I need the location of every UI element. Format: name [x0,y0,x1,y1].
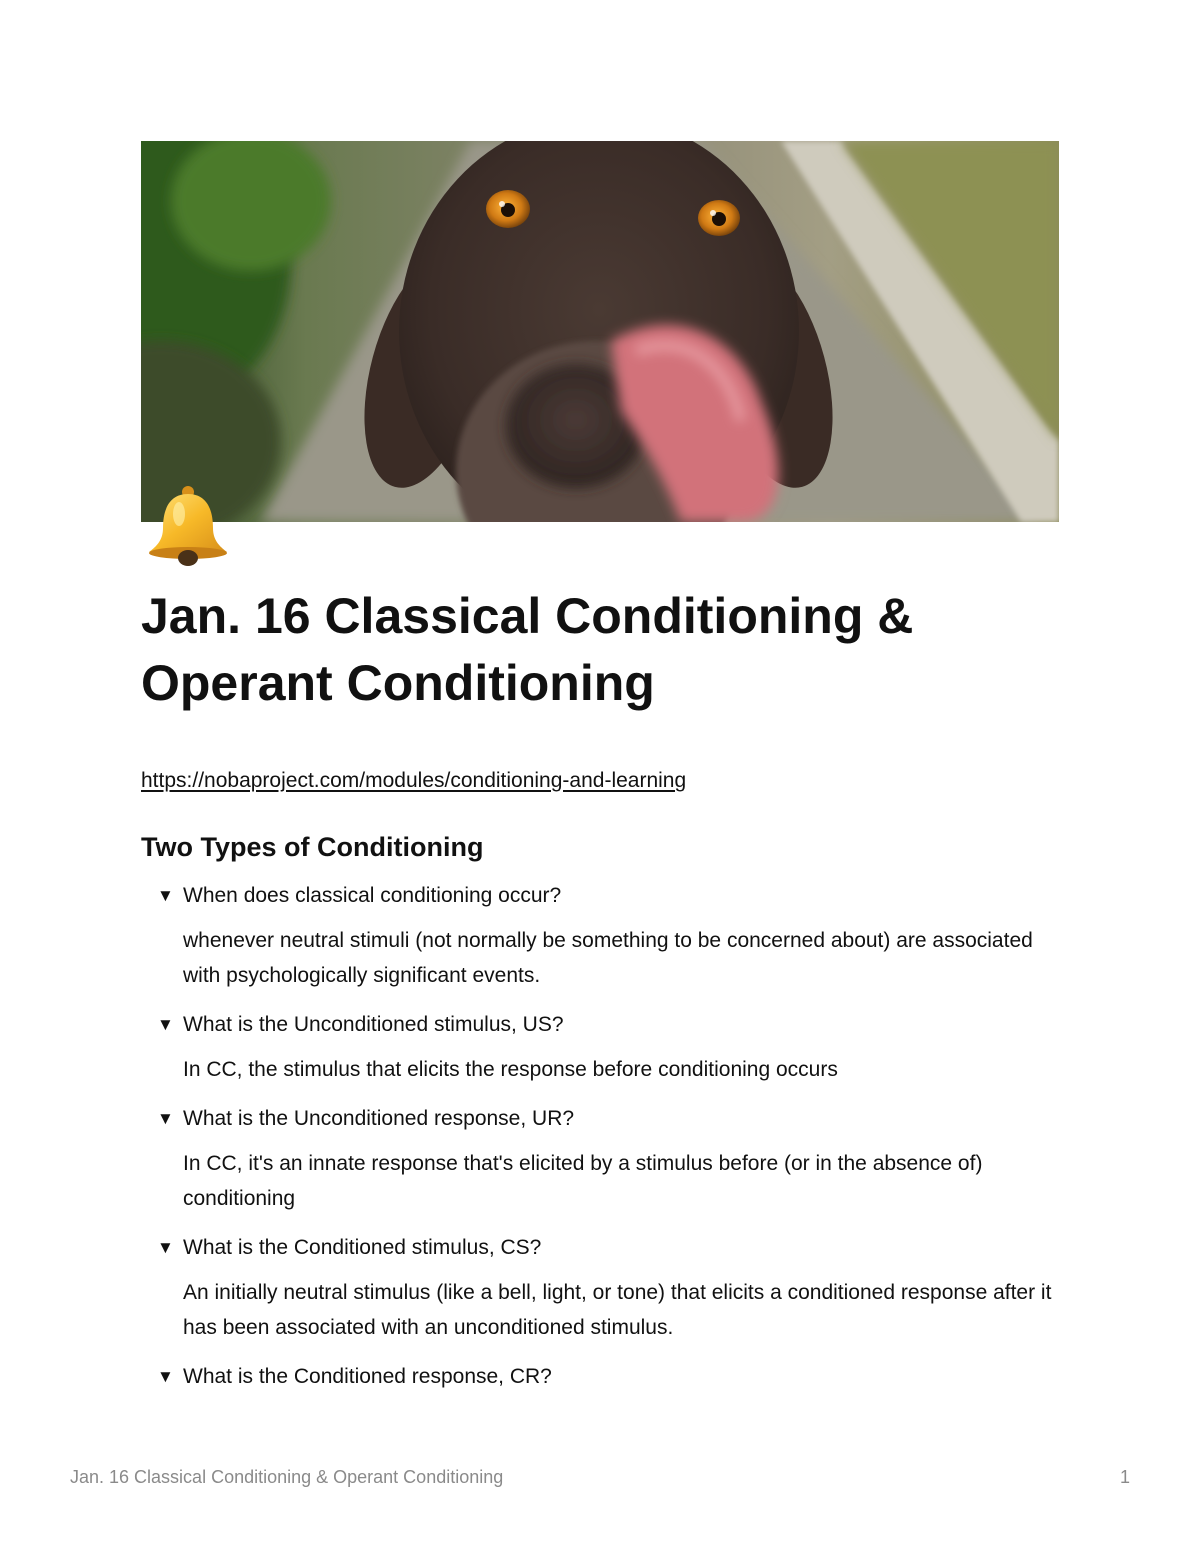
toggle-block [157,1232,1057,1345]
toggle-summary[interactable] [157,1361,1057,1393]
toggle-question: When does classical conditioning occur? [183,884,562,907]
page-number: 1 [1119,1467,1130,1487]
page-title: Jan. 16 Classical Conditioning & Operant Conditioning [141,588,914,711]
toggle-open-arrow-icon[interactable]: ▼ [157,886,174,905]
toggle-question: What is the Unconditioned stimulus, US? [183,1013,564,1036]
toggle-answer: In CC, the stimulus that elicits the response before conditioning occurs [183,1058,838,1081]
toggle-block [157,1103,1057,1216]
dog-photo [141,141,1059,522]
toggle-summary[interactable] [157,1232,1057,1264]
toggle-question: What is the Conditioned response, CR? [183,1365,552,1388]
toggle-answer: whenever neutral stimuli (not normally be something to be concerned about) are associated with psychologically significant events. [183,929,1033,987]
toggle-block [157,880,1057,993]
source-link[interactable]: https://nobaproject.com/modules/conditioning-and-learning [141,769,687,792]
toggle-list [157,880,1057,1393]
toggle-block [157,1361,1057,1393]
section-heading: Two Types of Conditioning [141,832,484,862]
toggle-open-arrow-icon[interactable]: ▼ [157,1109,174,1128]
cover-image [141,141,1059,522]
toggle-block [157,1009,1057,1087]
toggle-open-arrow-icon[interactable]: ▼ [157,1238,174,1257]
toggle-question: What is the Unconditioned response, UR? [183,1107,575,1130]
toggle-summary[interactable] [157,880,1057,912]
footer-title: Jan. 16 Classical Conditioning & Operant Conditioning [70,1467,504,1487]
toggle-open-arrow-icon[interactable]: ▼ [157,1367,174,1386]
toggle-answer: An initially neutral stimulus (like a bell, light, or tone) that elicits a conditioned response after it has been associated with an unconditioned stimulus. [183,1281,1052,1339]
toggle-open-arrow-icon[interactable]: ▼ [157,1015,174,1034]
toggle-answer: In CC, it's an innate response that's elicited by a stimulus before (or in the absence of) conditioning [183,1152,983,1210]
toggle-question: What is the Conditioned stimulus, CS? [183,1236,542,1259]
toggle-summary[interactable] [157,1009,1057,1041]
toggle-summary[interactable] [157,1103,1057,1135]
bell-icon[interactable] [143,484,235,568]
